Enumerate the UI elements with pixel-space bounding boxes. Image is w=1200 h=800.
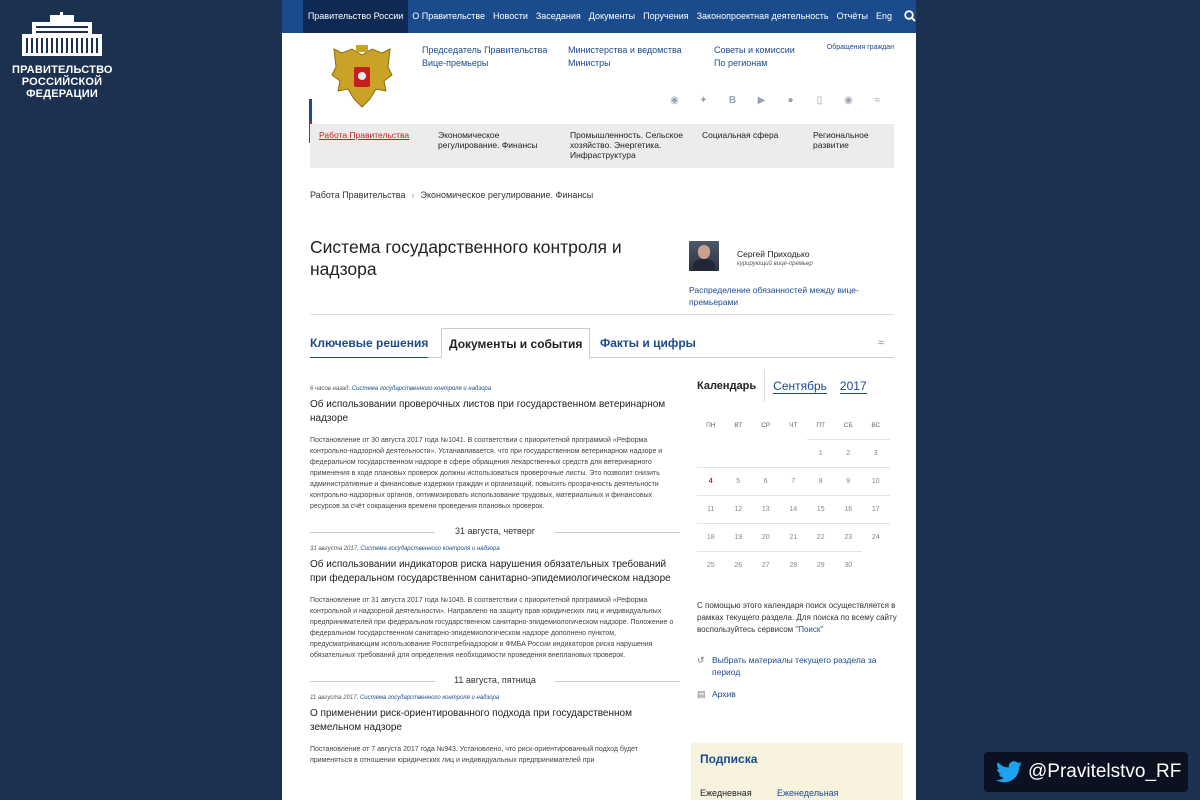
calendar-day[interactable]: 20 xyxy=(752,523,780,551)
calendar-empty-cell xyxy=(725,439,753,467)
date-separator: 11 августа, пятница xyxy=(310,675,680,685)
calendar-day[interactable]: 27 xyxy=(752,551,780,579)
calendar-note-text: С помощью этого календаря поиск осуществляется в рамках текущего раздела. Для поиска по всему сайту воспользуйтесь сервисом xyxy=(697,601,897,634)
weekday-label: СБ xyxy=(843,422,853,429)
news-section-link[interactable]: Система государственного контроля и надзора xyxy=(360,546,500,552)
calendar-day[interactable]: 23 xyxy=(835,523,863,551)
subscription-box xyxy=(691,743,903,800)
camera-icon[interactable]: ◉ xyxy=(670,95,679,106)
archive xyxy=(697,688,897,700)
calendar-day[interactable]: 24 xyxy=(862,523,890,551)
rss-icon[interactable]: ≈ xyxy=(874,95,881,106)
nav-instructions[interactable]: Поручения xyxy=(643,11,689,21)
calendar-day[interactable]: 14 xyxy=(780,495,808,523)
nav-news[interactable]: Новости xyxy=(493,11,528,21)
curator-role: курирующий вице-премьер xyxy=(737,261,813,267)
link-ministers[interactable]: Министры xyxy=(568,58,611,68)
weekday-label: ВС xyxy=(871,422,881,429)
news-title[interactable]: Об использовании проверочных листов при государственном ветеринарном надзоре xyxy=(310,399,666,424)
calendar-header xyxy=(697,370,897,402)
date-separator: 31 августа, четверг xyxy=(310,526,680,536)
avatar[interactable] xyxy=(689,241,719,271)
calendar-grid xyxy=(697,422,897,579)
weekday-label: ВТ xyxy=(734,422,743,429)
mobile-icon[interactable]: ▯ xyxy=(816,95,823,106)
calendar-year-select[interactable]: 2017 xyxy=(839,378,867,393)
chevron-right-icon: › xyxy=(411,190,415,200)
news-body: Постановление от 30 августа 2017 года №1041. В соответствии с приоритетной программой «Реформа контрольно-надзорной деятельности». Устанавливается, что при государственном ветеринарном надзоре и федеральном государственном надзоре в сфере обращения лекарственных средств для ветеринарного применения в ходе плановых проверок должны использоваться проверочные листы. Это позволит снизить административные и финансовые издержки граждан и организаций, повысить прозрачность деятельности контрольно-надзорных органов, оптимизировать использование трудовых, материальных и финансовых ресурсов за счёт сокращения времени проведения плановых проверок. xyxy=(310,437,663,510)
search-service-link[interactable]: "Поиск" xyxy=(795,625,824,634)
people-icon[interactable]: ● xyxy=(787,95,794,106)
government-logo[interactable] xyxy=(12,12,112,100)
calendar-day[interactable]: 1 xyxy=(807,439,835,467)
news-meta: 31 августа 2017, Система государственного контроля и надзора xyxy=(310,546,500,552)
calendar-day[interactable]: 18 xyxy=(697,523,725,551)
twitter-icon[interactable]: ✦ xyxy=(699,95,708,106)
calendar-day[interactable]: 17 xyxy=(862,495,890,523)
breadcrumb-item[interactable]: Работа Правительства xyxy=(310,190,406,200)
calendar-day[interactable]: 3 xyxy=(862,439,890,467)
nav-meetings[interactable]: Заседания xyxy=(535,11,581,21)
responsibilities-link[interactable]: Распределение обязанностей между вице-премьерами xyxy=(689,285,859,307)
header-col-councils xyxy=(714,44,795,70)
section-industry[interactable]: Промышленность. Сельское хозяйство. Энергетика. Инфраструктура xyxy=(570,130,683,160)
tab-documents-events[interactable]: Документы и события xyxy=(441,328,590,359)
calendar-label: Календарь xyxy=(697,370,765,402)
news-time: 11 августа 2017 xyxy=(310,695,357,701)
nav-government-russia[interactable]: Правительство России xyxy=(303,0,408,33)
weekday-label: ПН xyxy=(706,422,716,429)
archive-icon: ▤ xyxy=(697,689,706,699)
calendar-day[interactable]: 8 xyxy=(807,467,835,495)
calendar-month-select[interactable]: Сентябрь xyxy=(773,378,827,393)
nav-english[interactable]: Eng xyxy=(875,11,892,21)
calendar-day[interactable]: 11 xyxy=(697,495,725,523)
logo-line-2: РОССИЙСКОЙ xyxy=(21,76,103,88)
tab-facts-figures[interactable]: Факты и цифры xyxy=(600,336,696,350)
breadcrumb xyxy=(310,190,593,200)
calendar-day[interactable]: 4 xyxy=(697,467,725,495)
weekday-label: ПТ xyxy=(816,422,826,429)
header-col-ministries xyxy=(568,44,682,70)
twitter-icon xyxy=(996,761,1022,783)
search-icon[interactable] xyxy=(904,10,916,24)
calendar-day[interactable]: 10 xyxy=(862,467,890,495)
link-ministries[interactable]: Министерства и ведомства xyxy=(568,45,682,55)
vk-icon[interactable]: В xyxy=(728,95,737,106)
news-title[interactable]: О применении риск-ориентированного подхода при государственном земельном надзоре xyxy=(310,708,632,733)
site-header xyxy=(282,33,916,121)
news-time: 6 часов назад xyxy=(310,386,349,392)
news-title[interactable]: Об использовании индикаторов риска нарушения обязательных требований при федеральном государственном санитарно-эпидемиологическом надзоре xyxy=(310,559,671,584)
link-councils[interactable]: Советы и комиссии xyxy=(714,45,795,55)
breadcrumb-item[interactable]: Экономическое регулирование. Финансы xyxy=(420,190,594,200)
list-item xyxy=(310,695,680,766)
header-col-leadership xyxy=(422,44,547,70)
news-section-link[interactable]: Система государственного контроля и надзора xyxy=(351,386,492,392)
history-icon: ↺ xyxy=(697,655,705,665)
weekday-label: СР xyxy=(761,422,771,429)
calendar-empty-cell xyxy=(752,439,780,467)
subscribe-weekly[interactable]: Еженедельная xyxy=(777,788,839,798)
nav-about[interactable]: О Правительстве xyxy=(412,11,486,21)
calendar-empty-cell xyxy=(780,439,808,467)
nav-legislation[interactable]: Законопроектная деятельность xyxy=(696,11,829,21)
link-regions[interactable]: По регионам xyxy=(714,58,768,68)
news-section-link[interactable]: Система государственного контроля и надзора xyxy=(359,695,500,701)
section-social[interactable]: Социальная сфера xyxy=(702,130,779,140)
top-navigation xyxy=(282,0,916,33)
subscription-title: Подписка xyxy=(700,752,758,766)
weekday-label: ЧТ xyxy=(789,422,798,429)
twitter-handle: @Pravitelstvo_RF xyxy=(1028,761,1182,782)
link-citizen-appeals[interactable]: Обращения граждан xyxy=(826,44,894,51)
social-links xyxy=(660,95,892,106)
tab-key-decisions[interactable]: Ключевые решения xyxy=(310,329,428,358)
calendar-day[interactable]: 21 xyxy=(780,523,808,551)
page-title: Система государственного контроля и надзора xyxy=(310,237,622,279)
calendar-day[interactable]: 30 xyxy=(835,551,863,579)
calendar-day[interactable]: 13 xyxy=(752,495,780,523)
calendar xyxy=(697,370,897,700)
archive-link[interactable]: Архив xyxy=(712,689,736,699)
news-time: 31 августа 2017 xyxy=(310,546,358,552)
white-house-icon xyxy=(14,12,110,58)
divider xyxy=(310,314,894,315)
coat-of-arms-icon[interactable] xyxy=(330,45,394,111)
section-regional[interactable]: Региональное развитие xyxy=(813,130,869,150)
news-meta: 6 часов назад, Система государственного контроля и надзора xyxy=(310,386,492,392)
period-select xyxy=(697,654,897,678)
section-menu xyxy=(310,124,894,168)
calendar-day[interactable]: 25 xyxy=(697,551,725,579)
curator-name[interactable]: Сергей Приходько xyxy=(737,249,810,259)
period-select-link[interactable]: Выбрать материалы текущего раздела за период xyxy=(712,655,877,677)
calendar-day[interactable]: 7 xyxy=(780,467,808,495)
section-government-work[interactable]: Работа Правительства xyxy=(319,130,410,140)
nav-documents[interactable]: Документы xyxy=(588,11,636,21)
logo-line-3: ФЕДЕРАЦИИ xyxy=(26,88,98,100)
link-vice-premiers[interactable]: Вице-премьеры xyxy=(422,58,489,68)
subscribe-daily[interactable]: Ежедневная xyxy=(700,788,752,798)
link-chairman[interactable]: Председатель Правительства xyxy=(422,45,548,55)
calendar-day[interactable]: 12 xyxy=(725,495,753,523)
content-tabs xyxy=(310,328,894,358)
eye-icon[interactable]: ◉ xyxy=(844,95,853,106)
site-page xyxy=(282,0,916,800)
list-item xyxy=(310,546,680,661)
calendar-day[interactable]: 15 xyxy=(807,495,835,523)
news-body: Постановление от 7 августа 2017 года №943. Установлено, что риск-ориентированный подход будет применяться в отношении юридических лиц и индивидуальных предпринимателей при xyxy=(310,746,638,764)
nav-reports[interactable]: Отчёты xyxy=(836,11,868,21)
calendar-day[interactable]: 16 xyxy=(835,495,863,523)
rss-icon[interactable]: ≈ xyxy=(877,337,884,349)
calendar-day[interactable]: 29 xyxy=(807,551,835,579)
calendar-day[interactable]: 2 xyxy=(835,439,863,467)
calendar-day[interactable]: 5 xyxy=(725,467,753,495)
calendar-day[interactable]: 26 xyxy=(725,551,753,579)
section-economic-regulation[interactable]: Экономическое регулирование. Финансы xyxy=(438,130,538,150)
news-feed xyxy=(310,386,680,766)
twitter-badge[interactable] xyxy=(984,752,1188,792)
calendar-empty-cell xyxy=(862,551,890,579)
list-item xyxy=(310,386,680,512)
calendar-day[interactable]: 9 xyxy=(835,467,863,495)
news-meta: 11 августа 2017, Система государственного контроля и надзора xyxy=(310,695,500,701)
calendar-empty-cell xyxy=(697,439,725,467)
calendar-day[interactable]: 28 xyxy=(780,551,808,579)
calendar-day[interactable]: 22 xyxy=(807,523,835,551)
youtube-icon[interactable]: ▶ xyxy=(757,95,766,106)
logo-line-1: ПРАВИТЕЛЬСТВО xyxy=(12,64,113,76)
news-body: Постановление от 31 августа 2017 года №1045. В соответствии с приоритетной программой «Реформа контрольной и надзорной деятельности». Направлено на защиту прав юридических лиц и индивидуальных предпринимателей при федеральном государственном санитарно-эпидемиологическом надзоре. Положение о федеральном государственном санитарно-эпидемиологическом надзоре дополнено пунктом, предусматривающим использование Роспотребнадзором и ФМБА России индикаторов риска нарушения обязательных требований для определения необходимости проведения внеплановых проверок. xyxy=(310,597,674,659)
calendar-day[interactable]: 19 xyxy=(725,523,753,551)
calendar-day[interactable]: 6 xyxy=(752,467,780,495)
calendar-note xyxy=(697,600,897,636)
